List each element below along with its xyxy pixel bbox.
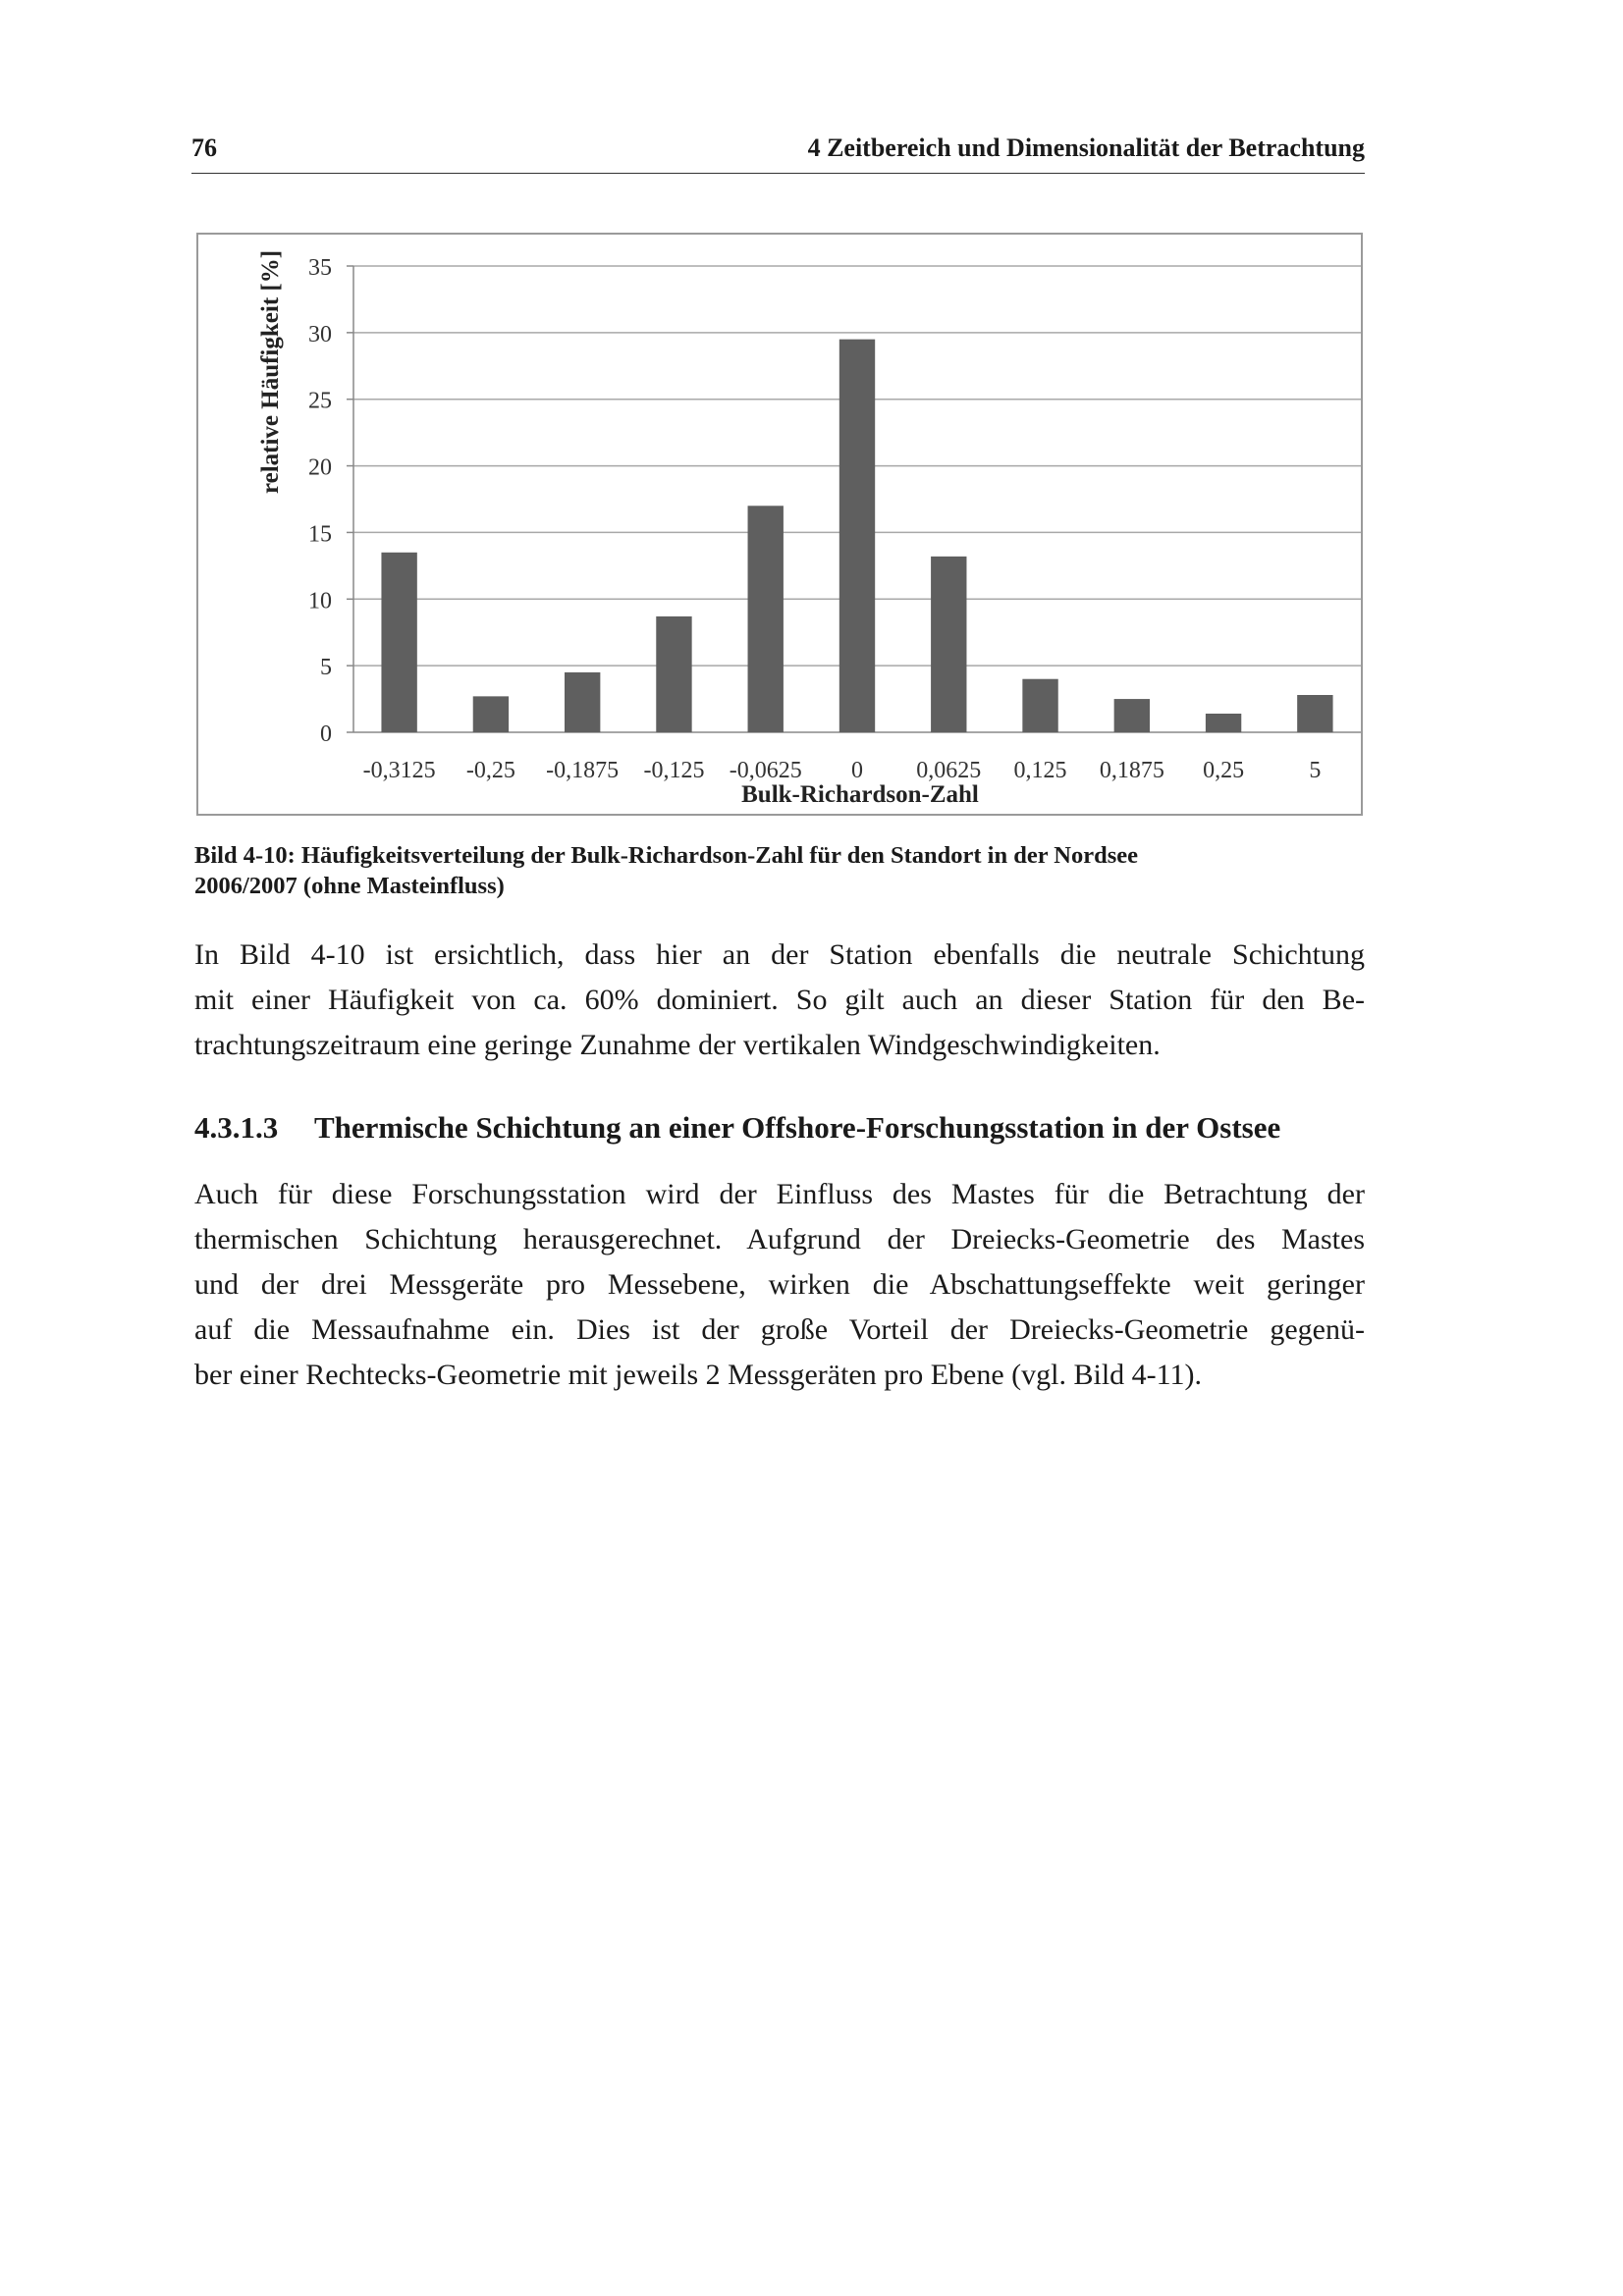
x-tick-label: 0,0625 <box>916 758 982 783</box>
bar <box>839 340 875 732</box>
section-heading <box>194 1110 1280 1146</box>
chapter-title: 4 Zeitbereich und Dimensionalität der Betrachtung <box>807 133 1365 162</box>
x-tick-label: 5 <box>1309 758 1322 783</box>
x-tick-layer <box>363 758 1322 783</box>
figure-frame <box>196 233 1363 816</box>
y-tick-layer <box>308 255 332 747</box>
y-tick-label: 25 <box>308 388 332 414</box>
bar <box>1206 714 1241 732</box>
page-number: 76 <box>191 133 217 162</box>
paragraph-line: auf die Messaufnahme ein. Dies ist der große Vorteil der Dreiecks-Geometrie gegenü- <box>194 1313 1365 1346</box>
caption-line-1: Bild 4-10: Häufigkeitsverteilung der Bulk-Richardson-Zahl für den Standort in der Nordsee <box>194 842 1139 869</box>
paragraph-2 <box>194 1172 1365 1398</box>
bar-layer <box>381 340 1332 732</box>
bar <box>1114 699 1150 732</box>
paragraph-line: ber einer Rechtecks-Geometrie mit jeweils 2 Messgeräten pro Ebene (vgl. Bild 4-11). <box>194 1359 1203 1391</box>
paragraph-1 <box>194 933 1365 1068</box>
y-tick-label: 35 <box>308 255 332 281</box>
paragraph-line: Auch für diese Forschungsstation wird der Einfluss des Mastes für die Betrachtung der <box>194 1178 1365 1210</box>
bar <box>748 506 784 732</box>
running-header <box>191 133 1365 174</box>
section-number: 4.3.1.3 <box>194 1110 279 1145</box>
x-tick-label: -0,0625 <box>729 758 802 783</box>
y-tick-label: 0 <box>320 721 332 747</box>
x-tick-label: -0,3125 <box>362 758 436 783</box>
bar-chart <box>198 235 1361 814</box>
x-tick-label: 0,125 <box>1013 758 1067 783</box>
y-tick-label: 10 <box>308 588 332 614</box>
bar <box>381 553 416 732</box>
paragraph-line: thermischen Schichtung herausgerechnet. Aufgrund der Dreiecks-Geometrie des Mastes <box>194 1223 1365 1255</box>
section-title: Thermische Schichtung an einer Offshore-Forschungsstation in der Ostsee <box>314 1110 1281 1145</box>
bar <box>565 672 600 732</box>
bar <box>473 696 509 732</box>
caption-line-2: 2006/2007 (ohne Masteinfluss) <box>194 873 505 899</box>
y-tick-label: 15 <box>308 521 332 548</box>
x-tick-label: -0,25 <box>465 758 515 783</box>
y-tick-label: 5 <box>320 655 332 681</box>
x-tick-label: 0,1875 <box>1099 758 1164 783</box>
paragraph-line: mit einer Häufigkeit von ca. 60% dominiert. So gilt auch an dieser Station für den Be- <box>194 984 1365 1016</box>
x-tick-label: -0,125 <box>643 758 705 783</box>
y-tick-label: 20 <box>308 454 332 481</box>
figure-caption <box>194 840 1368 901</box>
paragraph-line: In Bild 4-10 ist ersichtlich, dass hier an der Station ebenfalls die neutrale Schichtung <box>194 938 1365 971</box>
bar <box>931 557 966 732</box>
x-axis-label: Bulk-Richardson-Zahl <box>741 781 979 808</box>
paragraph-line: trachtungszeitraum eine geringe Zunahme der vertikalen Windgeschwindigkeiten. <box>194 1029 1161 1061</box>
x-tick-label: -0,1875 <box>546 758 620 783</box>
bar <box>1297 695 1332 732</box>
x-tick-label: 0 <box>851 758 863 783</box>
x-tick-label: 0,25 <box>1203 758 1245 783</box>
paragraph-line: und der drei Messgeräte pro Messebene, wirken die Abschattungseffekte weit geringer <box>194 1268 1365 1301</box>
bar <box>1022 679 1057 732</box>
bar <box>656 616 691 732</box>
y-axis-label: relative Häufigkeit [%] <box>257 249 284 495</box>
y-tick-label: 30 <box>308 321 332 347</box>
